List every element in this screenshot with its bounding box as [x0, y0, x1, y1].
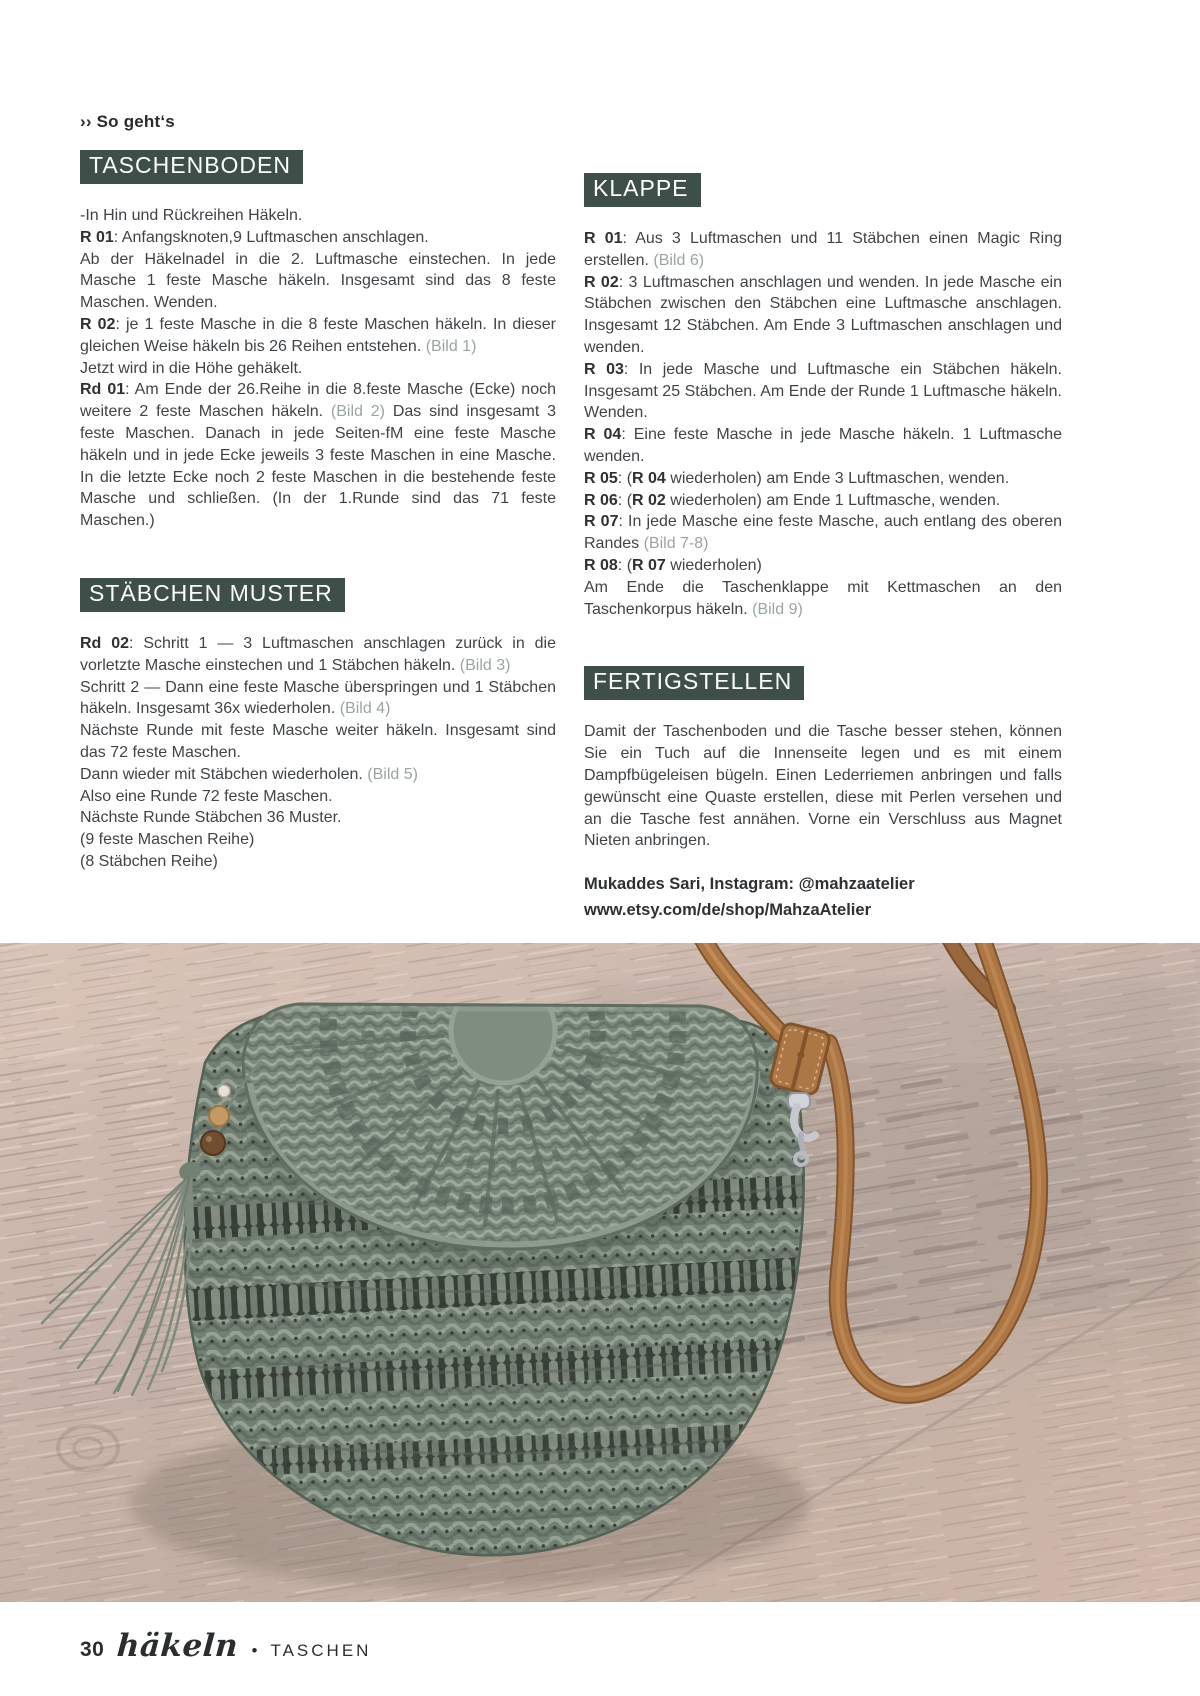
credit-line — [584, 900, 1062, 922]
text-segment: R 04 — [632, 469, 666, 487]
text-segment: : Schritt 1 — 3 Luftmaschen anschlagen zurück in die vorletzte Masche einstechen und 1 Stäbchen häkeln. — [80, 634, 556, 674]
credit-line — [584, 874, 1062, 896]
text-segment: R 03 — [584, 360, 624, 378]
bild-reference: (Bild 7-8) — [643, 535, 709, 553]
text-segment: R 01 — [584, 230, 623, 247]
section-heading-taschenboden: TASCHENBODEN — [80, 150, 303, 184]
text-segment: : ( — [617, 556, 633, 574]
text-segment: Schritt 2 — Dann eine feste Masche überspringen und 1 Stäbchen häkeln. Insgesamt 36x wiederholen. — [80, 678, 556, 718]
text-segment: (9 feste Maschen Reihe) — [80, 831, 255, 849]
section-heading-fertigstellen: FERTIGSTELLEN — [584, 666, 804, 700]
footer-separator-dot: • — [251, 1641, 258, 1660]
instruction-line — [80, 379, 556, 532]
footer-section-label: TASCHEN — [270, 1641, 372, 1660]
text-segment: : Eine feste Masche in jede Masche häkeln. 1 Luftmasche wenden. — [584, 426, 1062, 465]
text-segment: R 07 — [584, 513, 619, 531]
bild-reference: (Bild 2) — [330, 403, 385, 421]
text-segment: Nächste Runde Stäbchen 36 Muster. — [80, 809, 342, 827]
section-heading-klappe: KLAPPE — [584, 173, 701, 207]
text-segment: Das sind insgesamt 3 feste Maschen. Danach in jede Seiten-fM eine feste Masche häkeln und in jede Ecke jeweils 3 feste Maschen in eine Masche. In die letzte Ecke noch 2 feste Maschen in die bestehende feste Masche und schließen. (In der 1.Runde sind das 71 feste Maschen.) — [80, 403, 557, 530]
text-segment: Am Ende die Taschenklappe mit Kettmaschen an den Taschenkorpus häkeln. — [584, 578, 1062, 618]
bag-photo-illustration — [0, 943, 1200, 1602]
text-segment: : Anfangsknoten,9 Luftmaschen anschlagen. — [113, 228, 429, 246]
text-segment: Rd 01 — [80, 381, 126, 399]
bild-reference: (Bild 1) — [425, 337, 477, 355]
bild-reference: (Bild 4) — [339, 700, 391, 718]
instruction-line — [584, 490, 1062, 512]
instruction-line — [584, 555, 1062, 577]
section-heading-staebchen-muster: STÄBCHEN MUSTER — [80, 578, 345, 612]
instruction-line — [80, 851, 556, 873]
magazine-title: häkeln — [116, 1628, 240, 1664]
text-segment: www.etsy.com/de/shop/MahzaAtelier — [584, 900, 871, 919]
text-segment: : 3 Luftmaschen anschlagen und wenden. In jede Masche ein Stäbchen zwischen den Stäbchen eine Luftmasche anschlagen. Insgesamt 12 Stäbchen. Am Ende 3 Luftmaschen anschlagen und wenden. — [584, 273, 1063, 356]
text-segment: Damit der Taschenboden und die Tasche besser stehen, können Sie ein Tuch auf die Innenseite legen und es mit einem Dampfbügeleisen bügeln. Einen Lederriemen anbringen und falls gewünscht eine Quaste erstellen, diese mit Perlen versehen und an die Tasche fest annähen. Vorne ein Verschluss aus Magnet Nieten anbringen. — [584, 723, 1062, 850]
bild-reference: (Bild 5) — [367, 765, 418, 783]
text-segment: wiederholen) am Ende 3 Luftmaschen, wenden. — [665, 469, 1010, 487]
text-segment: Dann wieder mit Stäbchen wiederholen. — [80, 765, 368, 783]
instruction-line — [80, 677, 556, 721]
instruction-line — [80, 720, 556, 764]
text-segment: : ( — [617, 491, 633, 509]
text-segment: -In Hin und Rückreihen Häkeln. — [80, 207, 303, 224]
instruction-line — [80, 227, 556, 249]
text-segment: : Am Ende der 26.Reihe in die 8.feste Masche (Ecke) noch weitere 2 feste Maschen häkeln. — [80, 381, 556, 421]
bild-reference: (Bild 3) — [459, 656, 511, 674]
instruction-line — [80, 358, 556, 380]
section-staebchen-muster — [80, 578, 556, 873]
instruction-line — [80, 829, 556, 851]
instruction-line — [80, 249, 556, 314]
page-footer — [80, 1628, 371, 1664]
text-segment: R 06 — [584, 491, 618, 509]
instruction-line — [584, 721, 1062, 852]
text-segment: : In jede Masche und Luftmasche ein Stäbchen häkeln. Insgesamt 25 Stäbchen. Am Ende der Runde 1 Luftmasche häkeln. Wenden. — [584, 360, 1063, 422]
text-segment: R 02 — [584, 273, 619, 291]
bild-reference: (Bild 6) — [653, 251, 705, 269]
text-segment: Also eine Runde 72 feste Maschen. — [80, 787, 333, 805]
text-segment: : je 1 feste Masche in die 8 feste Maschen häkeln. In dieser gleichen Weise häkeln bis 26 Reihen entstehen. — [80, 315, 556, 355]
text-segment: Rd 02 — [80, 634, 130, 652]
text-segment: Jetzt wird in die Höhe gehäkelt. — [80, 359, 303, 377]
page-number: 30 — [80, 1638, 105, 1661]
text-segment: R 05 — [584, 469, 618, 487]
text-segment: R 01 — [80, 228, 114, 246]
text-segment: (8 Stäbchen Reihe) — [80, 852, 218, 870]
left-text-column — [80, 150, 556, 873]
text-segment: R 07 — [632, 556, 666, 574]
text-segment: Ab der Häkelnadel in die 2. Luftmasche einstechen. In jede Masche 1 feste Masche häkeln. Insgesamt sind das 8 feste Maschen. Wenden. — [80, 250, 556, 312]
instruction-line — [80, 807, 556, 829]
text-segment: R 02 — [80, 315, 116, 333]
text-segment: Nächste Runde mit feste Masche weiter häkeln. Insgesamt sind das 72 feste Maschen. — [80, 722, 556, 761]
text-segment: Mukaddes Sari, Instagram: @mahzaatelier — [584, 875, 915, 894]
instruction-line — [584, 228, 1062, 272]
instruction-line — [80, 786, 556, 808]
instruction-line — [584, 468, 1062, 490]
text-segment: : In jede Masche eine feste Masche, auch entlang des oberen Randes — [584, 513, 1063, 553]
section-klappe — [584, 173, 1062, 620]
section-taschenboden — [80, 150, 556, 532]
instruction-line — [584, 272, 1062, 359]
instruction-line — [80, 633, 556, 677]
text-segment: R 04 — [584, 426, 622, 444]
right-text-column — [584, 173, 1062, 922]
photo-tint — [0, 943, 1200, 1602]
text-segment: wiederholen) am Ende 1 Luftmasche, wenden. — [665, 491, 1001, 509]
text-segment: R 02 — [632, 491, 666, 509]
text-segment: wiederholen) — [665, 556, 762, 574]
instruction-line — [584, 424, 1062, 468]
instruction-line — [80, 205, 556, 227]
section-fertigstellen — [584, 666, 1062, 921]
instruction-line — [584, 359, 1062, 424]
text-segment: R 08 — [584, 556, 618, 574]
instruction-line — [584, 577, 1062, 621]
instruction-line — [80, 314, 556, 358]
instruction-line — [584, 511, 1062, 555]
instruction-line — [80, 764, 556, 786]
bild-reference: (Bild 9) — [752, 600, 803, 618]
text-segment: : Aus 3 Luftmaschen und 11 Stäbchen einen Magic Ring erstellen. — [584, 230, 1063, 269]
kicker-heading: ›› So geht‘s — [80, 112, 175, 131]
text-segment: : ( — [617, 469, 633, 487]
bag-photo — [0, 943, 1200, 1602]
